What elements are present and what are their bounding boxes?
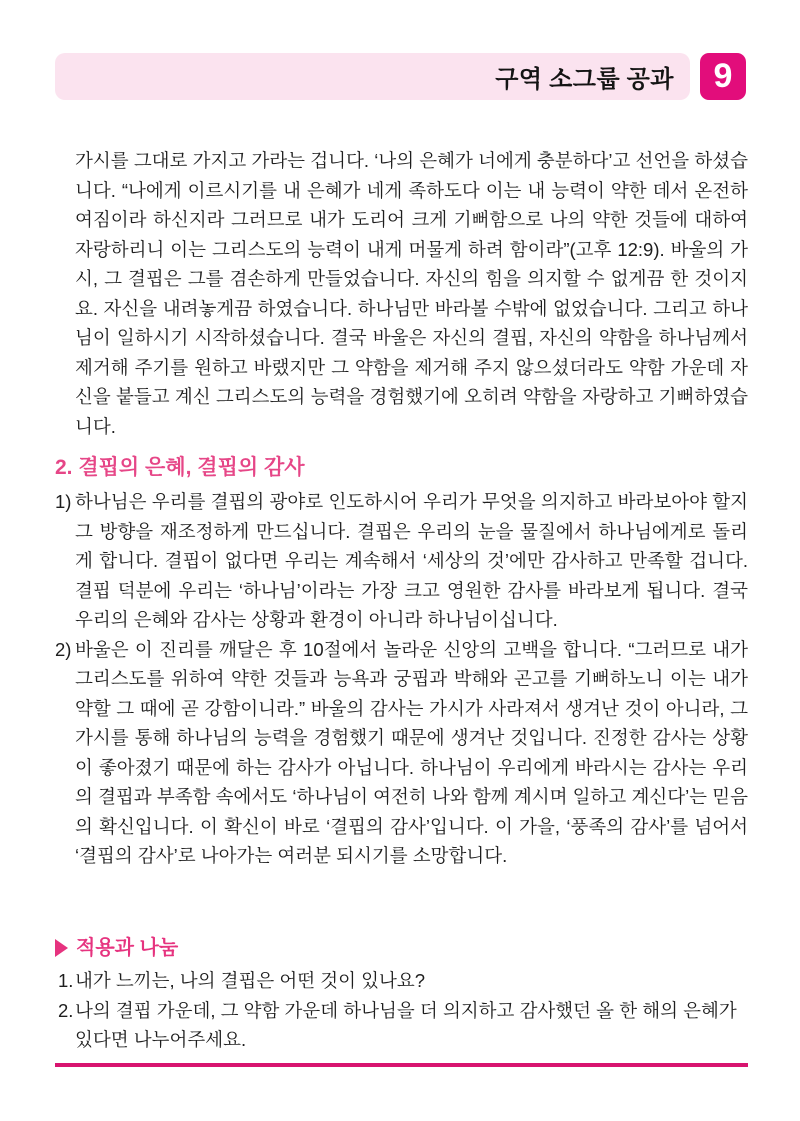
application-heading	[55, 936, 178, 960]
question-marker: 1.	[58, 970, 74, 991]
question-text: 내가 느끼는, 나의 결핍은 어떤 것이 있나요?	[75, 970, 426, 991]
question-item	[58, 996, 748, 1055]
list-item-marker: 1)	[55, 491, 72, 512]
question-marker: 2.	[58, 999, 74, 1021]
list-item-text: 하나님은 우리를 결핍의 광야로 인도하시어 우리가 무엇을 의지하고 바라보아야 할지 그 방향을 재조정하게 만드십니다. 결핍은 우리의 눈을 물질에서 하나님에게로 돌리게 합니다. 결핍이 없다면 우리는 계속해서 ‘세상의 것’에만 감사하고 만족할 겁니다. 결핍 덕분에 우리는 ‘하나님’이라는 가장 크고 영원한 감사를 바라보게 됩니다. 결국 우리의 은혜와 감사는 상황과 환경이 아니라 하나님이십니다.	[75, 491, 748, 630]
lesson-number-badge: 9	[700, 53, 746, 100]
list-item-marker: 2)	[55, 638, 72, 660]
section-heading: 2. 결핍의 은혜, 결핍의 감사	[55, 456, 305, 479]
triangle-bullet-icon	[55, 939, 68, 957]
page-title: 구역 소그룹 공과	[495, 67, 674, 93]
page-header	[55, 53, 748, 100]
list-item-text: 바울은 이 진리를 깨달은 후 10절에서 놀라운 신앙의 고백을 합니다. “그러므로 내가 그리스도를 위하여 약한 것들과 능욕과 궁핍과 박해와 곤고를 기뻐하노니 이는 내가 약할 그 때에 곧 강함이니라.” 바울의 감사는 가시가 사라져서 생겨난 것이 아니라, 그 가시를 통해 하나님의 능력을 경험했기 때문에 생겨난 것입니다. 진정한 감사는 상황이 좋아졌기 때문에 하는 감사가 아닙니다. 하나님이 우리에게 바라시는 감사는 우리의 결핍과 부족함 속에서도 ‘하나님이 여전히 나와 함께 계시며 일하고 계신다’는 믿음의 확신입니다. 이 확신이 바로 ‘결핍의 감사’입니다. 이 가을, ‘풍족의 감사’를 넘어서 ‘결핍의 감사’로 나아가는 여러분 되시기를 소망합니다.	[75, 638, 748, 866]
section-items	[55, 487, 748, 871]
list-item	[55, 487, 748, 635]
bottom-divider	[55, 1063, 748, 1067]
intro-paragraph: 가시를 그대로 가지고 가라는 겁니다. ‘나의 은혜가 너에게 충분하다’고 선언을 하셨습니다. “나에게 이르시기를 내 은혜가 네게 족하도다 이는 내 능력이 약한 데서 온전하여짐이라 하신지라 그러므로 내가 도리어 크게 기뻐함으로 나의 약한 것들에 대하여 자랑하리니 이는 그리스도의 능력이 내게 머물게 하려 함이라”(고후 12:9). 바울의 가시, 그 결핍은 그를 겸손하게 만들었습니다. 자신의 힘을 의지할 수 없게끔 한 것이지요. 자신을 내려놓게끔 하였습니다. 하나님만 바라볼 수밖에 없었습니다. 그리고 하나님이 일하시기 시작하셨습니다. 결국 바울은 자신의 결핍, 자신의 약함을 하나님께서 제거해 주기를 원하고 바랬지만 그 약함을 제거해 주지 않으셨더라도 약함 가운데 자신을 붙들고 계신 그리스도의 능력을 경험했기에 오히려 약함을 자랑하고 기뻐하였습니다.	[75, 150, 748, 437]
application-title: 적용과 나눔	[76, 937, 179, 959]
list-item	[55, 635, 748, 871]
question-text: 나의 결핍 가운데, 그 약함 가운데 하나님을 더 의지하고 감사했던 올 한 해의 은혜가 있다면 나누어주세요.	[75, 999, 737, 1050]
question-item	[58, 966, 748, 996]
header-bar	[55, 53, 690, 100]
application-questions	[58, 966, 748, 1055]
